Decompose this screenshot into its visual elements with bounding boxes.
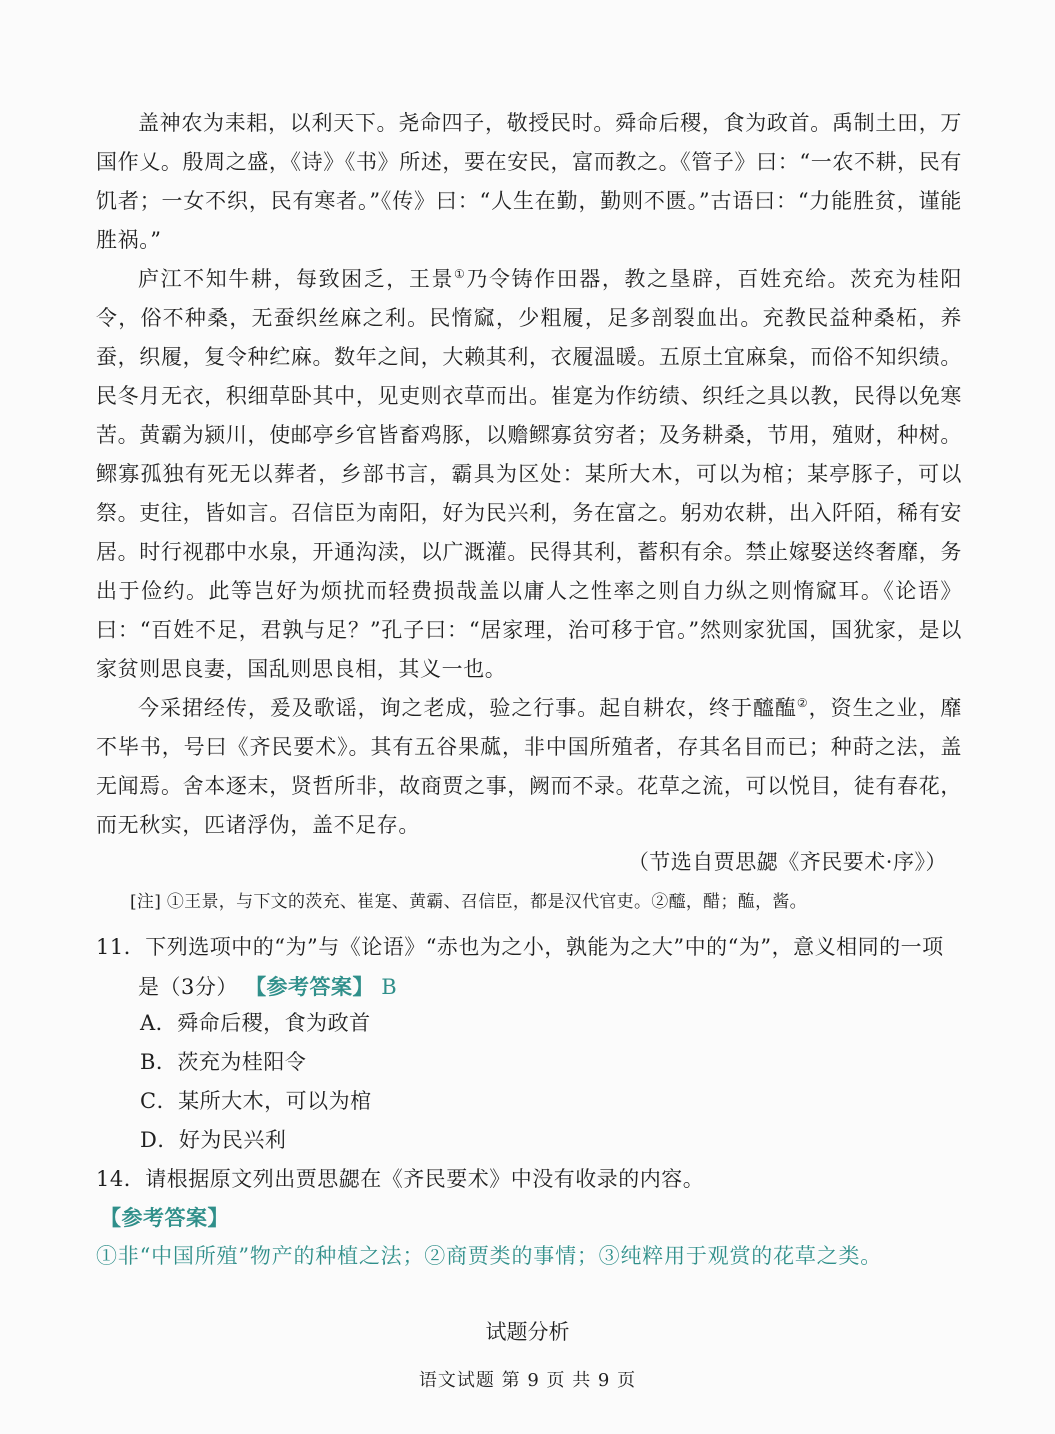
passage-paragraph-1-text: 盖神农为耒耜，以利天下。尧命四子，敬授民时。舜命后稷，食为政首。禹制土田，万国作乂。殷周之盛，《诗》《书》所述，要在安民，富而教之。《管子》曰：“一农不耕，民有饥者；一女不织，民有寒者。”《传》曰：“人生在勤，勤则不匮。”古语曰：“力能胜贫，谨能胜祸。” [96, 111, 962, 252]
passage-source: （节选自贾思勰《齐民要术·序》） [627, 850, 947, 874]
question-11-option-c: C．某所大木，可以为棺 [140, 1089, 372, 1113]
passage-paragraph-3 [96, 689, 962, 845]
question-11-answer: B [381, 975, 398, 999]
passage-paragraph-2-text-b: 乃令铸作田器，教之垦辟，百姓充给。茨充为桂阳令，俗不种桑，无蚕织丝麻之利。民惰窳，少粗履，足多剖裂血出。充教民益种桑柘，养蚕，织履，复令种纻麻。数年之间，大赖其利，衣履温暖。五原土宜麻枲，而俗不知织绩。民冬月无衣，积细草卧其中，见吏则衣草而出。崔寔为作纺绩、织纴之具以教，民得以免寒苦。黄霸为颍川，使邮亭乡官皆畜鸡豚，以赡鳏寡贫穷者；及务耕桑，节用，殖财，种树。鳏寡孤独有死无以葬者，乡部书言，霸具为区处：某所大木，可以为棺；某亭豚子，可以祭。吏往，皆如言。召信臣为南阳，好为民兴利，务在富之。躬劝农耕，出入阡陌，稀有安居。时行视郡中水泉，开通沟渎，以广溉灌。民得其利，蓄积有余。禁止嫁娶送终奢靡，务出于俭约。此等岂好为烦扰而轻费损哉盖以庸人之性率之则自力纵之则惰窳耳。《论语》曰：“百姓不足，君孰与足？”孔子曰：“居家理，治可移于官。”然则家犹国，国犹家，是以家贫则思良妻，国乱则思良相，其义一也。 [96, 267, 963, 681]
passage-paragraph-3-text-b: ，资生之业，靡不毕书，号曰《齐民要术》。其有五谷果蓏，非中国所殖者，存其名目而已；种莳之法，盖无闻焉。舍本逐末，贤哲所非，故商贾之事，阙而不录。花草之流，可以悦目，徒有春花，而无秋实，匹诸浮伪，盖不足存。 [96, 696, 963, 837]
question-11-option-b: B．茨充为桂阳令 [140, 1050, 307, 1074]
footnote-marker-1: ① [454, 267, 467, 281]
question-11-score: 是（3分） [138, 975, 238, 999]
page-footer: 语文试题 第 9 页 共 9 页 [418, 1370, 637, 1391]
passage [96, 104, 962, 845]
question-11-answer-tag: 【参考答案】 [245, 974, 375, 999]
question-14: 14．请根据原文列出贾思勰在《齐民要术》中没有收录的内容。 [96, 1167, 705, 1191]
footnote-marker-2: ② [796, 696, 809, 710]
passage-paragraph-2 [96, 260, 962, 689]
passage-paragraph-1 [96, 104, 962, 260]
question-11-stem-continued [96, 967, 966, 1007]
question-11-stem: 11．下列选项中的“为”与《论语》“赤也为之小，孰能为之大”中的“为”，意义相同的一项 [96, 935, 944, 959]
question-14-answer: ①非“中国所殖”物产的种植之法；②商贾类的事情；③纯粹用于观赏的花草之类。 [96, 1244, 883, 1268]
question-14-answer-tag: 【参考答案】 [100, 1205, 229, 1230]
question-11-option-a: A．舜命后稷，食为政首 [140, 1011, 371, 1035]
passage-paragraph-2-text-a: 庐江不知牛耕，每致困乏，王景 [138, 267, 455, 291]
question-11-option-d: D．好为民兴利 [140, 1128, 287, 1152]
question-11 [96, 928, 966, 1007]
passage-footnote: [注] ①王景，与下文的茨充、崔寔、黄霸、召信臣，都是汉代官吏。②醯，醋；醢，酱。 [130, 892, 807, 912]
passage-paragraph-3-text-a: 今采捃经传，爰及歌谣，询之老成，验之行事。起自耕农，终于醯醢 [138, 696, 797, 720]
section-title: 试题分析 [485, 1320, 570, 1344]
